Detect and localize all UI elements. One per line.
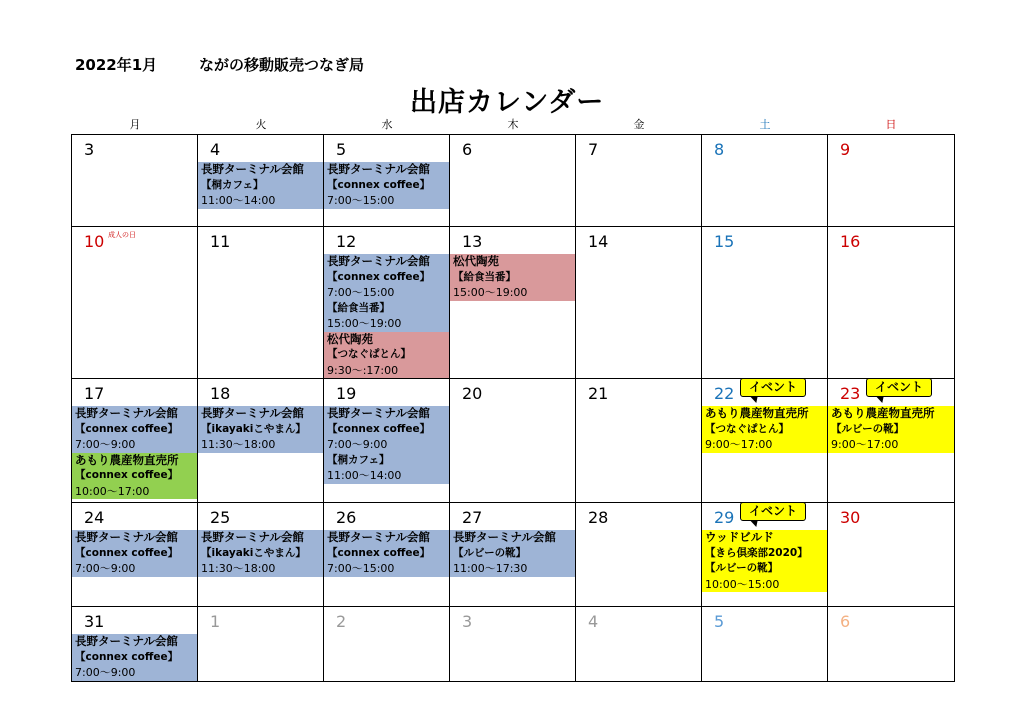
event-list bbox=[324, 530, 449, 577]
event-list bbox=[198, 162, 323, 209]
time-range: 11:30～18:00 bbox=[201, 562, 276, 575]
shop-name: 【ikayakiこやまん】 bbox=[201, 422, 306, 435]
calendar-day-cell[interactable] bbox=[828, 607, 954, 681]
weekday-sun: 日 bbox=[885, 118, 897, 131]
shop-name: 【つなぐぱとん】 bbox=[327, 348, 411, 360]
time-range: 11:00～17:30 bbox=[453, 562, 528, 575]
day-number: 17 bbox=[84, 384, 105, 403]
day-number: 30 bbox=[840, 508, 861, 527]
calendar-day-cell[interactable] bbox=[198, 135, 324, 227]
calendar-day-cell[interactable] bbox=[828, 135, 954, 227]
day-number: 23 bbox=[840, 384, 861, 403]
event-block[interactable] bbox=[324, 530, 449, 577]
event-list bbox=[450, 254, 575, 301]
event-list bbox=[702, 406, 827, 453]
event-block[interactable] bbox=[198, 406, 323, 453]
weekday-fri: 金 bbox=[633, 118, 645, 131]
time-range: 9:00～17:00 bbox=[831, 438, 899, 451]
time-range: 9:30～:17:00 bbox=[327, 363, 399, 377]
event-block[interactable] bbox=[450, 254, 575, 301]
calendar-day-cell[interactable] bbox=[324, 135, 450, 227]
time-range: 15:00～19:00 bbox=[453, 286, 528, 299]
header-line bbox=[75, 54, 364, 75]
time-range: 9:00～17:00 bbox=[705, 438, 773, 451]
event-block[interactable] bbox=[450, 530, 575, 577]
calendar-day-cell[interactable] bbox=[72, 379, 198, 503]
page-title: 出店カレンダー bbox=[410, 87, 605, 118]
shop-name: 【給食当番】 bbox=[327, 301, 390, 314]
time-range: 15:00～19:00 bbox=[327, 317, 402, 330]
day-number: 1 bbox=[210, 612, 221, 631]
shop-name: 【ルビーの靴】 bbox=[705, 562, 779, 574]
event-block[interactable] bbox=[72, 634, 197, 681]
day-number: 24 bbox=[84, 508, 105, 527]
event-block[interactable] bbox=[828, 406, 954, 453]
day-number: 5 bbox=[336, 140, 347, 159]
day-number: 31 bbox=[84, 612, 105, 631]
day-number: 22 bbox=[714, 384, 735, 403]
venue-name: 松代陶苑 bbox=[327, 331, 373, 346]
venue-name: 長野ターミナル会館 bbox=[327, 254, 430, 268]
time-range: 10:00～15:00 bbox=[705, 577, 780, 591]
day-number: 18 bbox=[210, 384, 231, 403]
venue-name: あもり農産物直売所 bbox=[705, 406, 809, 420]
venue-name: 長野ターミナル会館 bbox=[75, 406, 178, 420]
calendar-day-cell[interactable] bbox=[828, 503, 954, 607]
event-list bbox=[198, 530, 323, 577]
calendar-day-cell[interactable] bbox=[324, 227, 450, 379]
shop-name: 【connex coffee】 bbox=[327, 178, 431, 191]
time-range: 7:00～9:00 bbox=[75, 438, 136, 451]
day-number: 14 bbox=[588, 232, 609, 251]
calendar-day-cell[interactable] bbox=[702, 379, 828, 503]
weekday-wed: 水 bbox=[381, 118, 393, 131]
day-number: 20 bbox=[462, 384, 483, 403]
venue-name: 長野ターミナル会館 bbox=[201, 162, 304, 176]
day-number: 8 bbox=[714, 140, 725, 159]
day-number: 6 bbox=[840, 612, 851, 631]
weekday-tue: 火 bbox=[255, 118, 267, 131]
calendar-day-cell[interactable] bbox=[702, 607, 828, 681]
event-list bbox=[72, 406, 197, 499]
calendar-day-cell[interactable] bbox=[324, 379, 450, 503]
venue-name: 長野ターミナル会館 bbox=[327, 162, 430, 176]
shop-name: 【給食当番】 bbox=[453, 270, 516, 283]
year-month: 2022年1月 bbox=[75, 56, 158, 74]
time-range: 7:00～9:00 bbox=[327, 438, 388, 451]
event-list bbox=[72, 634, 197, 681]
calendar-day-cell[interactable] bbox=[576, 379, 702, 503]
event-block[interactable] bbox=[324, 254, 449, 332]
time-range: 11:00～14:00 bbox=[327, 469, 402, 482]
event-block[interactable] bbox=[702, 530, 827, 592]
venue-name: 松代陶苑 bbox=[453, 254, 499, 268]
calendar-day-cell[interactable] bbox=[576, 503, 702, 607]
calendar-day-cell[interactable] bbox=[198, 379, 324, 503]
shop-name: 【connex coffee】 bbox=[75, 546, 179, 559]
shop-name: 【connex coffee】 bbox=[327, 546, 431, 559]
event-list bbox=[324, 254, 449, 378]
event-list bbox=[702, 530, 827, 592]
shop-name: 【桐カフェ】 bbox=[201, 178, 264, 191]
day-number: 9 bbox=[840, 140, 851, 159]
calendar-day-cell[interactable] bbox=[450, 503, 576, 607]
shop-name: 【connex coffee】 bbox=[75, 650, 179, 663]
time-range: 10:00～17:00 bbox=[75, 484, 150, 498]
time-range: 7:00～15:00 bbox=[327, 562, 395, 575]
event-block[interactable] bbox=[198, 530, 323, 577]
calendar-day-cell[interactable] bbox=[324, 503, 450, 607]
time-range: 11:00～14:00 bbox=[201, 194, 276, 207]
venue-name: ウッドビルド bbox=[705, 530, 774, 544]
event-block[interactable] bbox=[198, 162, 323, 209]
event-block[interactable] bbox=[324, 332, 449, 379]
event-list bbox=[450, 530, 575, 577]
calendar-day-cell[interactable] bbox=[72, 503, 198, 607]
venue-name: 長野ターミナル会館 bbox=[327, 406, 430, 420]
event-callout: イベント bbox=[740, 379, 806, 397]
venue-name: 長野ターミナル会館 bbox=[201, 406, 304, 420]
calendar-day-cell[interactable] bbox=[576, 607, 702, 681]
shop-name: 【connex coffee】 bbox=[327, 270, 431, 283]
venue-name: あもり農産物直売所 bbox=[831, 406, 935, 420]
day-number: 2 bbox=[336, 612, 347, 631]
event-list bbox=[828, 406, 954, 453]
calendar-day-cell[interactable] bbox=[702, 135, 828, 227]
day-number: 4 bbox=[210, 140, 221, 159]
event-block[interactable] bbox=[702, 406, 827, 453]
calendar-day-cell[interactable] bbox=[72, 227, 198, 379]
day-number: 3 bbox=[462, 612, 473, 631]
event-list bbox=[72, 530, 197, 577]
calendar-day-cell[interactable] bbox=[576, 135, 702, 227]
day-number: 5 bbox=[714, 612, 725, 631]
shop-name: 【ルビーの靴】 bbox=[453, 546, 527, 559]
shop-name: 【connex coffee】 bbox=[327, 422, 431, 435]
event-block[interactable] bbox=[72, 530, 197, 577]
calendar-day-cell[interactable] bbox=[702, 503, 828, 607]
event-block[interactable] bbox=[324, 406, 449, 484]
venue-name: 長野ターミナル会館 bbox=[201, 530, 304, 544]
calendar-day-cell[interactable] bbox=[450, 135, 576, 227]
weekday-header bbox=[72, 116, 954, 132]
calendar-day-cell[interactable] bbox=[576, 227, 702, 379]
shop-name: 【connex coffee】 bbox=[75, 469, 179, 481]
venue-name: あもり農産物直売所 bbox=[75, 452, 179, 467]
calendar-grid bbox=[71, 134, 955, 682]
calendar-day-cell[interactable] bbox=[72, 135, 198, 227]
event-block[interactable] bbox=[72, 406, 197, 453]
calendar-day-cell[interactable] bbox=[828, 379, 954, 503]
calendar-day-cell[interactable] bbox=[198, 607, 324, 681]
time-range: 7:00～9:00 bbox=[75, 562, 136, 575]
venue-name: 長野ターミナル会館 bbox=[327, 530, 430, 544]
venue-name: 長野ターミナル会館 bbox=[75, 634, 178, 648]
day-number: 12 bbox=[336, 232, 357, 251]
calendar-day-cell[interactable] bbox=[450, 227, 576, 379]
weekday-mon: 月 bbox=[129, 118, 141, 131]
day-number: 29 bbox=[714, 508, 735, 527]
shop-name: 【ルビーの靴】 bbox=[831, 422, 905, 435]
day-number: 15 bbox=[714, 232, 735, 251]
day-number: 6 bbox=[462, 140, 473, 159]
day-number: 25 bbox=[210, 508, 231, 527]
day-number: 7 bbox=[588, 140, 599, 159]
weekday-sat: 土 bbox=[759, 118, 771, 131]
calendar-day-cell[interactable] bbox=[198, 227, 324, 379]
time-range: 7:00～9:00 bbox=[75, 666, 136, 679]
event-list bbox=[198, 406, 323, 453]
weekday-thu: 木 bbox=[507, 118, 519, 131]
shop-name: 【つなぐぱとん】 bbox=[705, 422, 789, 435]
shop-name: 【ikayakiこやまん】 bbox=[201, 546, 306, 559]
calendar-day-cell[interactable] bbox=[450, 379, 576, 503]
event-callout: イベント bbox=[866, 379, 932, 397]
day-number: 26 bbox=[336, 508, 357, 527]
time-range: 11:30～18:00 bbox=[201, 438, 276, 451]
day-number: 11 bbox=[210, 232, 231, 251]
event-callout: イベント bbox=[740, 503, 806, 521]
venue-name: 長野ターミナル会館 bbox=[75, 530, 178, 544]
day-number: 27 bbox=[462, 508, 483, 527]
day-number: 19 bbox=[336, 384, 357, 403]
calendar-day-cell[interactable] bbox=[702, 227, 828, 379]
time-range: 7:00～15:00 bbox=[327, 286, 395, 299]
event-block[interactable] bbox=[72, 453, 197, 500]
calendar-day-cell[interactable] bbox=[198, 503, 324, 607]
day-number: 21 bbox=[588, 384, 609, 403]
calendar-day-cell[interactable] bbox=[828, 227, 954, 379]
shop-name: 【桐カフェ】 bbox=[327, 453, 390, 466]
calendar-day-cell[interactable] bbox=[324, 607, 450, 681]
day-number: 28 bbox=[588, 508, 609, 527]
day-number: 16 bbox=[840, 232, 861, 251]
shop-name: 【きら倶楽部2020】 bbox=[705, 546, 808, 559]
day-number: 10 bbox=[84, 232, 105, 251]
calendar-day-cell[interactable] bbox=[72, 607, 198, 681]
time-range: 7:00～15:00 bbox=[327, 194, 395, 207]
day-number: 4 bbox=[588, 612, 599, 631]
holiday-label: 成人の日 bbox=[108, 231, 136, 239]
day-number: 13 bbox=[462, 232, 483, 251]
event-list bbox=[324, 406, 449, 484]
venue-name: 長野ターミナル会館 bbox=[453, 530, 556, 544]
event-block[interactable] bbox=[324, 162, 449, 209]
calendar-day-cell[interactable] bbox=[450, 607, 576, 681]
organization-name: ながの移動販売つなぎ局 bbox=[198, 56, 364, 74]
event-list bbox=[324, 162, 449, 209]
shop-name: 【connex coffee】 bbox=[75, 422, 179, 435]
day-number: 3 bbox=[84, 140, 95, 159]
